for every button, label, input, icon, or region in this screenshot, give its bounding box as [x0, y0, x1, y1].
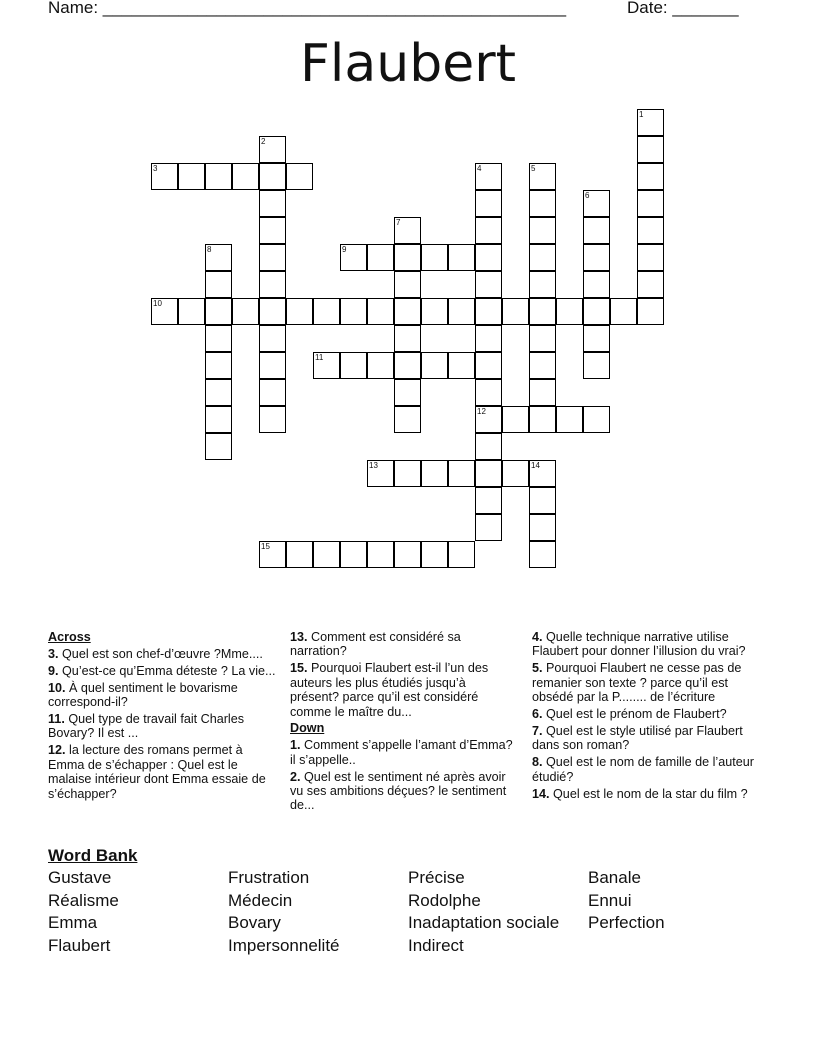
grid-cell[interactable]: [259, 352, 286, 379]
grid-cell[interactable]: [610, 298, 637, 325]
grid-cell[interactable]: [448, 352, 475, 379]
grid-cell[interactable]: [259, 406, 286, 433]
word-bank-item: Emma: [48, 913, 98, 933]
clue-number-label: 13: [369, 461, 378, 470]
grid-cell[interactable]: [475, 352, 502, 379]
grid-cell[interactable]: [178, 298, 205, 325]
grid-cell[interactable]: [259, 163, 286, 190]
grid-cell[interactable]: [259, 325, 286, 352]
grid-cell[interactable]: [205, 163, 232, 190]
clue-number-label: 1: [639, 110, 644, 119]
grid-cell[interactable]: [637, 217, 664, 244]
grid-cell[interactable]: [205, 325, 232, 352]
clue-number-label: 10: [153, 299, 162, 308]
grid-cell[interactable]: [583, 406, 610, 433]
grid-cell[interactable]: [475, 325, 502, 352]
grid-cell[interactable]: [637, 163, 664, 190]
grid-cell[interactable]: [259, 271, 286, 298]
grid-cell[interactable]: [394, 325, 421, 352]
down-heading: Down: [290, 721, 325, 736]
grid-cell[interactable]: [340, 298, 367, 325]
grid-cell[interactable]: [205, 298, 232, 325]
grid-cell[interactable]: [313, 298, 340, 325]
grid-cell[interactable]: [529, 217, 556, 244]
grid-cell[interactable]: [394, 460, 421, 487]
name-field-label: Name: _________________________________________________: [48, 0, 567, 17]
grid-cell[interactable]: [340, 541, 367, 568]
clues-column-3: [532, 630, 768, 803]
grid-cell[interactable]: [475, 514, 502, 541]
grid-cell[interactable]: [475, 190, 502, 217]
grid-cell[interactable]: [583, 217, 610, 244]
grid-cell[interactable]: [178, 163, 205, 190]
clue-across-12: 12. la lecture des romans permet à Emma de s’échapper : Quel est le malaise intérieur dont Emma essaie de s’échapper?: [48, 743, 266, 801]
grid-cell[interactable]: [529, 352, 556, 379]
grid-cell[interactable]: [583, 352, 610, 379]
grid-cell[interactable]: [583, 244, 610, 271]
grid-cell[interactable]: [529, 271, 556, 298]
grid-cell[interactable]: [394, 406, 421, 433]
grid-cell[interactable]: [475, 217, 502, 244]
clue-number-label: 14: [531, 461, 540, 470]
grid-cell[interactable]: [205, 379, 232, 406]
word-bank-item: Bovary: [228, 913, 281, 933]
word-bank-title: Word Bank: [48, 846, 138, 865]
clues-column-2: [290, 630, 518, 815]
grid-cell[interactable]: [475, 379, 502, 406]
grid-cell[interactable]: [421, 352, 448, 379]
date-field-label: Date: _______: [627, 0, 739, 17]
word-bank-item: Impersonnelité: [228, 936, 340, 956]
grid-cell[interactable]: [475, 487, 502, 514]
clue-number-label: 11: [315, 353, 324, 362]
grid-cell[interactable]: [529, 190, 556, 217]
clue-number-label: 12: [477, 407, 486, 416]
grid-cell[interactable]: [205, 406, 232, 433]
grid-cell[interactable]: [259, 298, 286, 325]
grid-cell[interactable]: [529, 514, 556, 541]
grid-cell[interactable]: [529, 379, 556, 406]
grid-cell[interactable]: [502, 298, 529, 325]
clue-number-label: 2: [261, 137, 266, 146]
clue-across-15: 15. Pourquoi Flaubert est-il l’un des auteurs les plus étudiés jusqu’à présent? parce qu’il est considéré comme le maître du...: [290, 661, 489, 719]
grid-cell[interactable]: [286, 541, 313, 568]
grid-cell[interactable]: [475, 298, 502, 325]
grid-cell[interactable]: [583, 298, 610, 325]
clue-across-11: 11. Quel type de travail fait Charles Bovary? Il est ...: [48, 712, 245, 741]
clue-number-label: 15: [261, 542, 270, 551]
clue-across-13: 13. Comment est considéré sa narration?: [290, 630, 461, 659]
grid-cell[interactable]: [394, 541, 421, 568]
word-bank-item: Médecin: [228, 890, 293, 910]
clue-number-label: 4: [477, 164, 482, 173]
word-bank-item: Réalisme: [48, 890, 119, 910]
clue-down-6: 6. Quel est le prénom de Flaubert?: [532, 707, 727, 722]
grid-cell[interactable]: [529, 325, 556, 352]
grid-cell[interactable]: [637, 298, 664, 325]
clue-number-label: 5: [531, 164, 536, 173]
grid-cell[interactable]: [583, 325, 610, 352]
grid-cell[interactable]: [394, 379, 421, 406]
word-bank-item: Précise: [408, 868, 465, 887]
grid-cell[interactable]: [475, 433, 502, 460]
clue-number-label: 7: [396, 218, 401, 227]
grid-cell[interactable]: [367, 352, 394, 379]
word-bank-item: Gustave: [48, 868, 112, 887]
clue-across-3: 3. Quel est son chef-d’œuvre ?Mme....: [48, 646, 263, 661]
clue-down-2: 2. Quel est le sentiment né après avoir vu ses ambitions déçues? le sentiment de...: [290, 769, 507, 813]
grid-cell[interactable]: [556, 298, 583, 325]
grid-cell[interactable]: [529, 406, 556, 433]
word-bank-item: Flaubert: [48, 936, 111, 956]
clue-down-8: 8. Quel est le nom de famille de l’auteur étudié?: [532, 755, 754, 784]
grid-cell[interactable]: [259, 379, 286, 406]
clue-down-4: 4. Quelle technique narrative utilise Flaubert pour donner l’illusion du vrai?: [532, 630, 746, 659]
grid-cell[interactable]: [475, 244, 502, 271]
clue-across-9: 9. Qu’est-ce qu’Emma déteste ? La vie...: [48, 663, 276, 678]
grid-cell[interactable]: [556, 406, 583, 433]
across-heading: Across: [48, 630, 91, 644]
word-bank-item: Banale: [588, 868, 641, 887]
grid-cell[interactable]: [259, 217, 286, 244]
grid-cell[interactable]: [529, 541, 556, 568]
word-bank-item: Perfection: [588, 913, 665, 933]
word-bank-item: Inadaptation sociale: [408, 913, 560, 933]
grid-cell[interactable]: [421, 541, 448, 568]
word-bank-item: Frustration: [228, 868, 310, 887]
grid-cell[interactable]: [637, 190, 664, 217]
grid-cell[interactable]: [421, 244, 448, 271]
grid-cell[interactable]: [448, 244, 475, 271]
grid-cell[interactable]: [529, 244, 556, 271]
clue-number-label: 6: [585, 191, 590, 200]
grid-cell[interactable]: [394, 298, 421, 325]
grid-cell[interactable]: [205, 352, 232, 379]
grid-cell[interactable]: [394, 244, 421, 271]
word-bank-item: Ennui: [588, 890, 632, 910]
grid-cell[interactable]: [637, 244, 664, 271]
clue-down-5: 5. Pourquoi Flaubert ne cesse pas de remanier son texte ? parce qu’il est obsédé par la P........ de l’écriture: [532, 661, 742, 705]
grid-cell[interactable]: [367, 298, 394, 325]
grid-cell[interactable]: [448, 460, 475, 487]
grid-cell[interactable]: [367, 244, 394, 271]
grid-cell[interactable]: [502, 460, 529, 487]
grid-cell[interactable]: [340, 352, 367, 379]
grid-cell[interactable]: [259, 190, 286, 217]
grid-cell[interactable]: [205, 271, 232, 298]
grid-cell[interactable]: [259, 244, 286, 271]
word-bank-item: Indirect: [408, 936, 464, 956]
grid-cell[interactable]: [475, 460, 502, 487]
grid-cell[interactable]: [637, 136, 664, 163]
grid-cell[interactable]: [529, 298, 556, 325]
clue-down-1: 1. Comment s’appelle l’amant d’Emma? il s’appelle..: [290, 738, 513, 767]
grid-cell[interactable]: [313, 541, 340, 568]
clue-down-7: 7. Quel est le style utilisé par Flaubert dans son roman?: [532, 723, 743, 753]
word-bank-item: Rodolphe: [408, 890, 481, 910]
grid-cell[interactable]: [205, 433, 232, 460]
grid-cell[interactable]: [475, 271, 502, 298]
grid-cell[interactable]: [286, 298, 313, 325]
grid-cell[interactable]: [529, 487, 556, 514]
clue-number-label: 9: [342, 245, 347, 254]
grid-cell[interactable]: [583, 271, 610, 298]
puzzle-title: Flaubert: [300, 34, 516, 94]
clue-down-14: 14. Quel est le nom de la star du film ?: [532, 786, 748, 801]
grid-cell[interactable]: [394, 271, 421, 298]
grid-cell[interactable]: [637, 271, 664, 298]
grid-cell[interactable]: [394, 352, 421, 379]
clue-number-label: 3: [153, 164, 158, 173]
grid-cell[interactable]: [367, 541, 394, 568]
clue-number-label: 8: [207, 245, 212, 254]
word-bank: [48, 868, 788, 959]
grid-cell[interactable]: [421, 298, 448, 325]
grid-cell[interactable]: [421, 460, 448, 487]
grid-cell[interactable]: [502, 406, 529, 433]
grid-cell[interactable]: [286, 163, 313, 190]
clues-column-1: [48, 630, 278, 803]
grid-cell[interactable]: [232, 163, 259, 190]
clue-across-10: 10. À quel sentiment le bovarisme correspond-il?: [48, 680, 238, 710]
grid-cell[interactable]: [232, 298, 259, 325]
grid-cell[interactable]: [448, 298, 475, 325]
grid-cell[interactable]: [448, 541, 475, 568]
